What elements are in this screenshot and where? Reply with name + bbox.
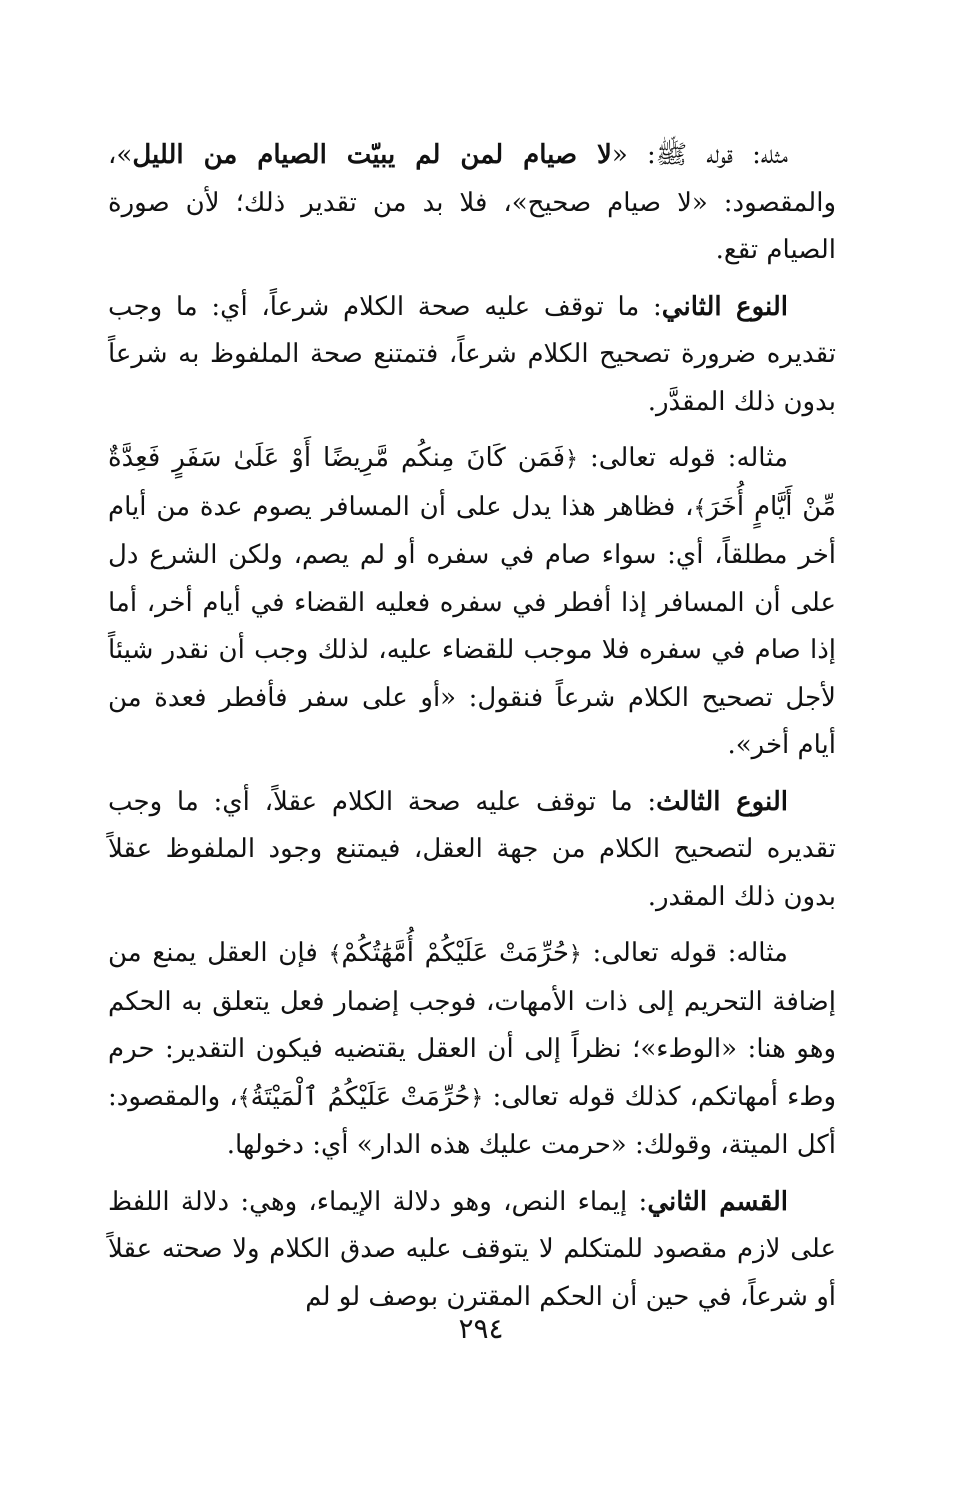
paragraph-example-travel (108, 435, 836, 770)
text-segment: مثاله: قوله تعالى: (581, 938, 788, 968)
text-segment: : ما توقف عليه صحة الكلام عقلاً، أي: ما وجب تقديره لتصحيح الكلام من جهة العقل، فيمتنع وجود الملفوظ عقلاً بدون ذلك المقدر. (108, 786, 836, 912)
paragraph-third-type (108, 779, 836, 922)
section-heading: النوع الثاني (661, 291, 788, 322)
page-number: ٢٩٤ (458, 1312, 504, 1345)
ornate-bracket-open: ﴿ (568, 942, 582, 967)
text-segment: فإن العقل يمنع من إضافة التحريم إلى ذات الأمهات، فوجب إضمار فعل يتعلق به الحكم وهو هنا: «الوطء»؛ نظراً إلى أن العقل يقتضيه فيكون التقدير: حرم وطء أمهاتكم، كذلك قوله تعالى: (108, 938, 836, 1112)
text-segment: ، والمقصود: أكل الميتة، وقولك: «حرمت عليك هذه الدار» أي: دخولها. (108, 1081, 836, 1160)
paragraph-example-fasting (108, 132, 836, 275)
section-heading: النوع الثالث (656, 786, 789, 817)
paragraph-example-mothers (108, 930, 836, 1170)
text-segment: مثله: قوله ﷺ: « (611, 140, 788, 170)
section-heading: القسم الثاني (647, 1186, 789, 1217)
text-segment: ، فظاهر هذا يدل على أن المسافر يصوم عدة من أيام أخر مطلقاً، أي: سواء صام في سفره أو لم يصم، ولكن الشرع دل على أن المسافر إذا أفطر في سفره فعليه القضاء في أيام أخر، أما إذا صام في سفره فلا موجب للقضاء عليه، لذلك وجب أن نقدر شيئاً لأجل تصحيح الكلام شرعاً فنقول: «أو على سفر فأفطر فعدة من أيام أخر». (108, 491, 836, 760)
hadith-text: لا صيام لمن لم يبيّت الصيام من الليل (132, 140, 612, 170)
page-body (108, 132, 836, 1330)
quran-verse: فَمَن كَانَ مِنكُم مَّرِيضًا أَوْ عَلَىٰ سَفَرٍ فَعِدَّةٌ مِّنْ أَيَّامٍ أُخَرَ (108, 443, 836, 522)
ornate-bracket-close: ﴾ (693, 495, 707, 521)
quran-verse: حُرِّمَتْ عَلَيْكُمْ أُمَّهَٰتُكُمْ (341, 938, 569, 968)
text-segment: مثاله: قوله تعالى: (577, 443, 788, 473)
ornate-bracket-close: ﴾ (328, 942, 342, 967)
text-segment: : إيماء النص، وهو دلالة الإيماء، وهي: دلالة اللفظ على لازم مقصود للمتكلم لا يتوقف عليه صدق الكلام ولا صحته عقلاً أو شرعاً، في حين أن الحكم المقترن بوصف لو لم (108, 1186, 836, 1312)
text-segment: »، والمقصود: «لا صيام صحيح»، فلا بد من تقدير ذلك؛ لأن صورة الصيام تقع. (108, 140, 836, 265)
ornate-bracket-close: ﴾ (237, 1085, 251, 1111)
quran-verse: حُرِّمَتْ عَلَيْكُمُ ٱلْمَيْتَةُ (250, 1081, 471, 1112)
paragraph-second-section (108, 1179, 836, 1322)
ornate-bracket-open: ﴿ (470, 1085, 484, 1111)
text-segment: : ما توقف عليه صحة الكلام شرعاً، أي: ما وجب تقديره ضرورة تصحيح الكلام شرعاً، فتمتنع صحة الملفوظ به شرعاً بدون ذلك المقدَّر. (108, 291, 836, 417)
paragraph-second-type (108, 284, 836, 427)
ornate-bracket-open: ﴿ (565, 447, 578, 472)
